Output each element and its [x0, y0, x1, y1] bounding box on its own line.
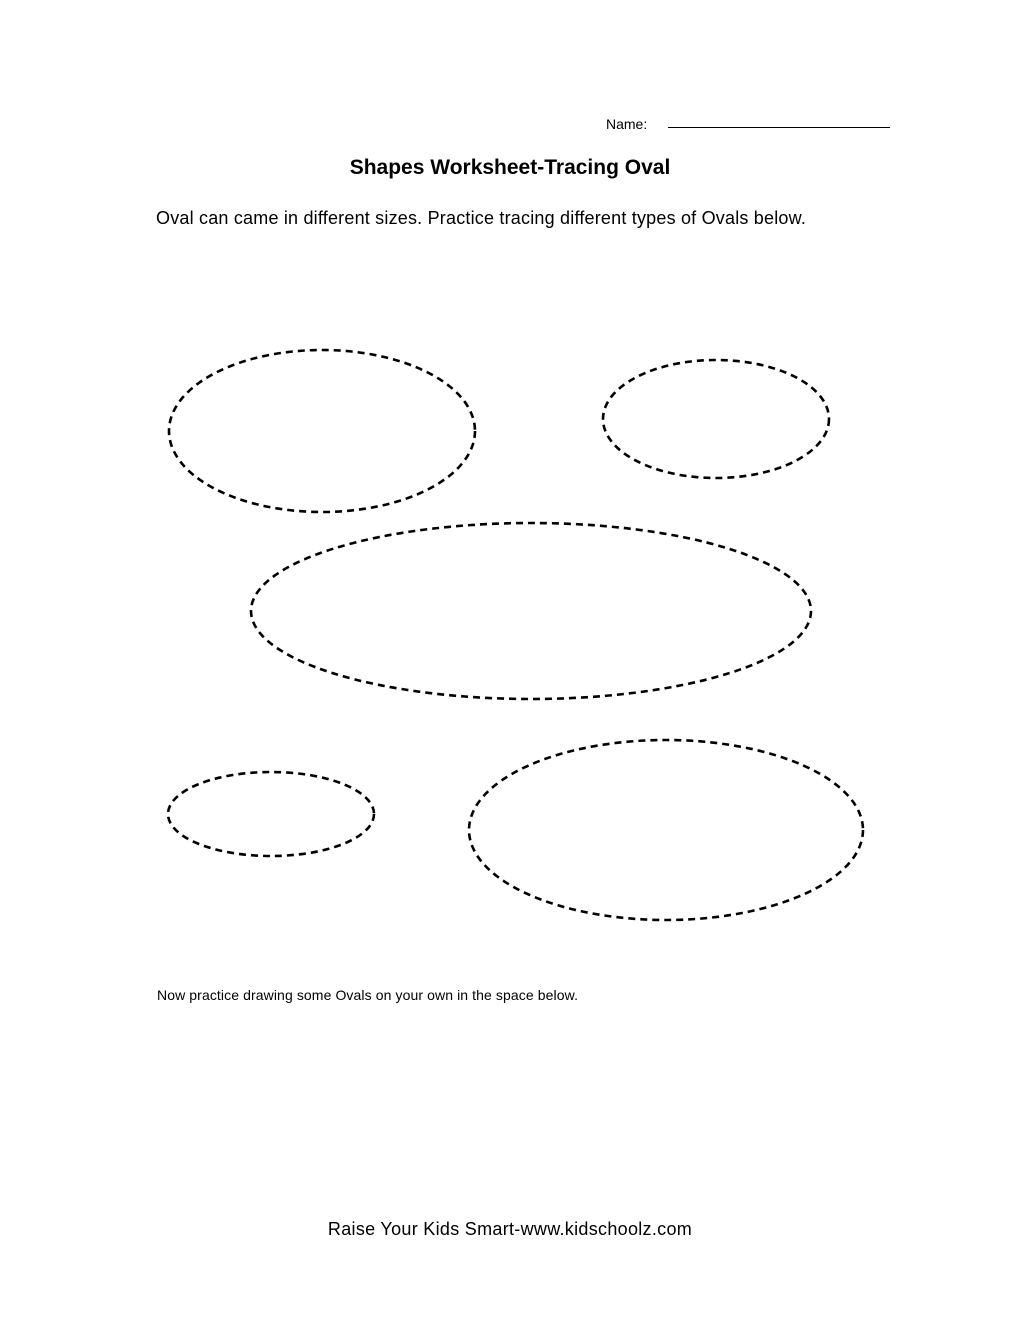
oval-4[interactable]	[168, 772, 374, 856]
intro-text: Oval can came in different sizes. Practice tracing different types of Ovals below.	[156, 208, 807, 228]
footer-text: Raise Your Kids Smart-www.kidschoolz.com	[327, 1219, 693, 1239]
oval-5[interactable]	[469, 740, 863, 920]
page-title: Shapes Worksheet-Tracing Oval	[349, 156, 671, 179]
oval-2[interactable]	[603, 360, 829, 478]
drawing-space[interactable]	[156, 1015, 864, 1205]
oval-3[interactable]	[251, 523, 811, 699]
oval-1[interactable]	[169, 350, 475, 512]
name-label: Name:	[606, 116, 648, 132]
practice-instruction: Now practice drawing some Ovals on your own in the space below.	[157, 987, 579, 1003]
